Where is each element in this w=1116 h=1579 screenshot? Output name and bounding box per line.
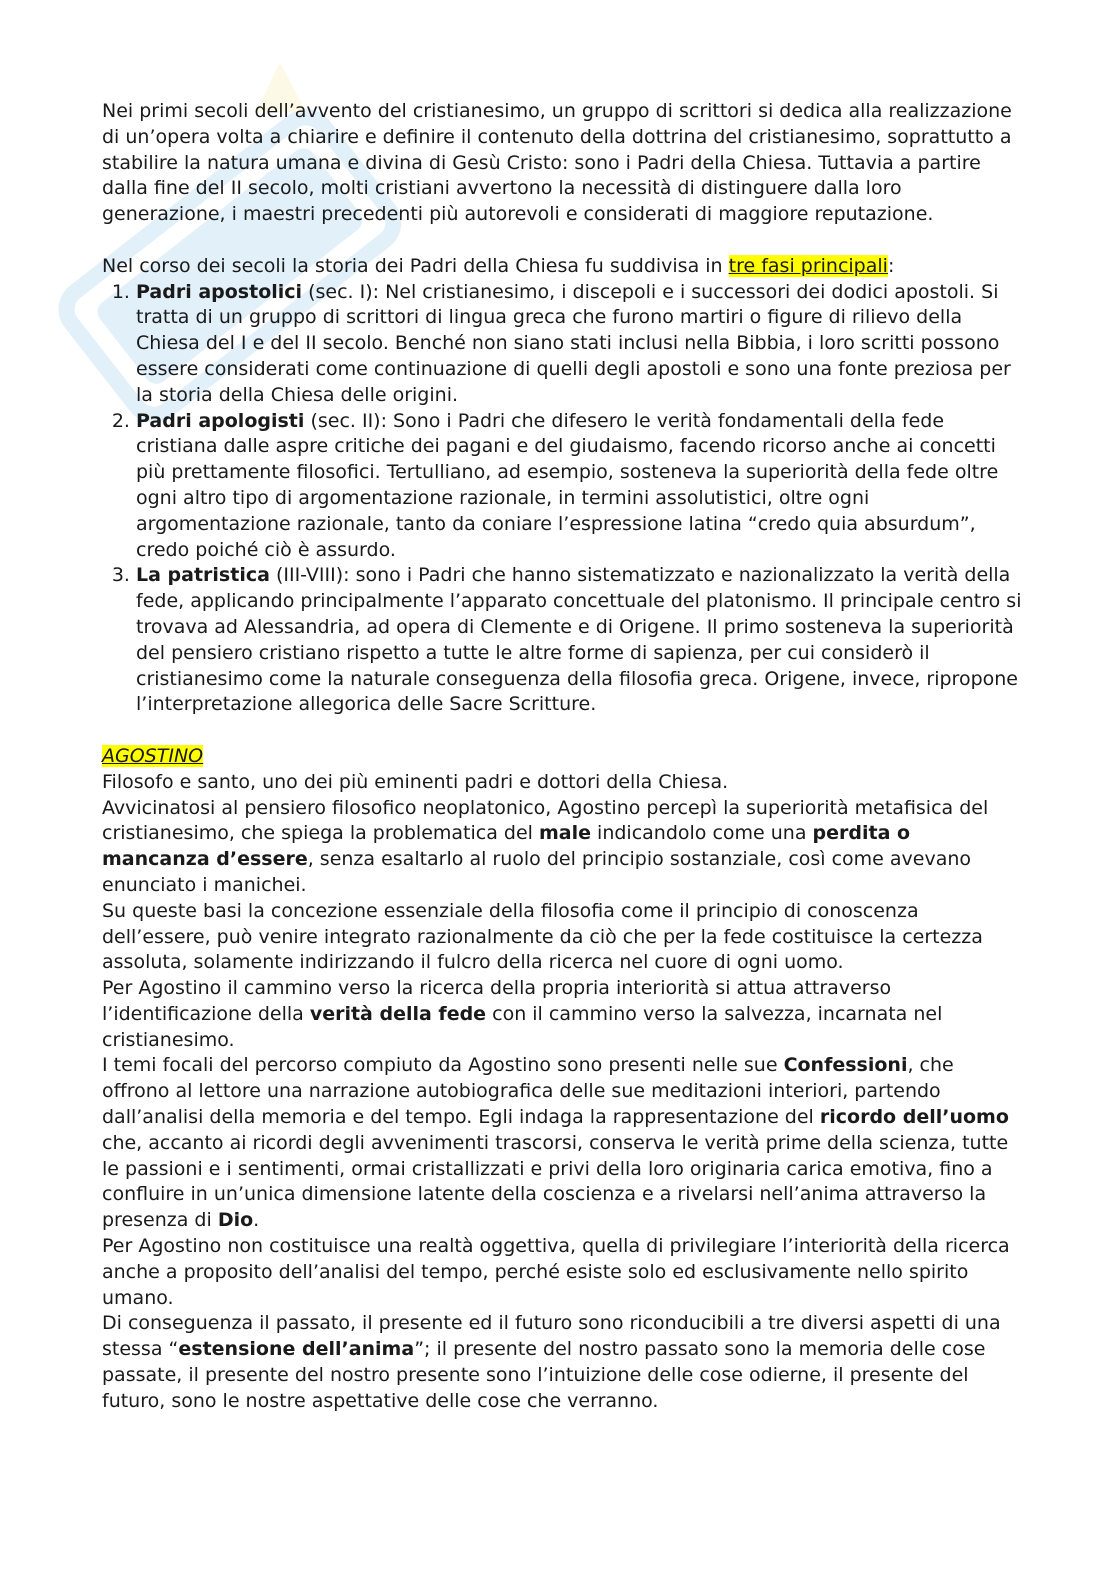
- text-run: , che offrono al lettore una narrazione autobiografica delle sue meditazioni interiori, partendo dall’analisi della memoria e del tempo. Egli indaga la rappresentazione del: [102, 1054, 954, 1129]
- phases-intro-colon: :: [887, 254, 895, 277]
- agostino-paragraph: [102, 976, 1022, 1053]
- phases-intro-text: Nel corso dei secoli la storia dei Padri della Chiesa fu suddivisa in: [102, 254, 729, 277]
- text-run: Di conseguenza il passato, il presente ed il futuro sono riconducibili a tre diversi aspetti di una stessa “: [102, 1312, 1001, 1361]
- section-heading-agostino: [102, 744, 1022, 770]
- agostino-heading: AGOSTINO: [102, 744, 204, 767]
- list-item: [136, 563, 1022, 718]
- bold-term: male: [538, 822, 591, 845]
- list-item: [136, 280, 1022, 409]
- phase-title: La patristica: [136, 564, 270, 587]
- bold-term: verità della fede: [309, 1002, 487, 1025]
- phase-text: (sec. I): Nel cristianesimo, i discepoli e i successori dei dodici apostoli. Si tratta di un gruppo di scrittori di lingua greca che furono martiri o figure di rilievo della Chiesa del I e del II secolo. Benché non siano stati inclusi nella Bibbia, i loro scritti possono essere considerati come continuazione di quelli degli apostoli e sono una fonte preziosa per la storia della Chiesa delle origini.: [136, 280, 1011, 406]
- phase-text: (sec. II): Sono i Padri che difesero le verità fondamentali della fede cristiana dalle aspre critiche dei pagani e del giudaismo, facendo ricorso anche ai concetti più prettamente filosofici. Tertulliano, ad esempio, sosteneva la superiorità della fede oltre ogni altro tipo di argomentazione razionale, in termini assolutistici, oltre ogni argomentazione razionale, tanto da coniare l’espressione latina “credo quia absurdum”, credo poiché ciò è assurdo.: [136, 409, 999, 561]
- phase-text: (III-VIII): sono i Padri che hanno sistematizzato e nazionalizzato la verità della fede, applicando principalmente l’apparato concettuale del platonismo. Il principale centro si trovava ad Alessandria, ad opera di Clemente e di Origene. Il primo sosteneva la superiorità del pensiero cristiano rispetto a tutte le altre forme di sapienza, per cui considerò il cristianesimo come la naturale conseguenza della filosofia greca. Origene, invece, ripropone l’interpretazione allegorica delle Sacre Scritture.: [136, 564, 1022, 716]
- list-item: [136, 409, 1022, 564]
- agostino-paragraph: Per Agostino non costituisce una realtà oggettiva, quella di privilegiare l’interiorità della ricerca anche a proposito dell’analisi del tempo, perché esiste solo ed esclusivamente nello spirito umano.: [102, 1235, 1010, 1309]
- bold-term: estensione dell’anima: [178, 1338, 415, 1361]
- agostino-paragraph: Filosofo e santo, uno dei più eminenti padri e dottori della Chiesa.: [102, 770, 729, 793]
- text-run: Avvicinatosi al pensiero filosofico neoplatonico, Agostino percepì la superiorità metafisica del cristianesimo, che spiega la problematica del: [102, 796, 989, 845]
- phase-title: Padri apologisti: [136, 409, 305, 432]
- text-run: con il cammino verso la salvezza, incarnata nel cristianesimo.: [102, 1002, 943, 1051]
- bold-term: Confessioni: [783, 1054, 908, 1077]
- text-run: indicandolo come una: [591, 822, 813, 845]
- agostino-paragraph: Su queste basi la concezione essenziale della filosofia come il principio di conoscenza dell’essere, può venire integrato razionalmente da ciò che per la fede costituisce la certezza assoluta, solamente indirizzando il fulcro della ricerca nel cuore di ogni uomo.: [102, 899, 983, 974]
- text-run: Per Agostino il cammino verso la ricerca della propria interiorità si attua attraverso l’identificazione della: [102, 977, 892, 1025]
- text-run: che, accanto ai ricordi degli avvenimenti trascorsi, conserva le verità prime della scienza, tutte le passioni e i sentimenti, ormai cristallizzati e privi della loro originaria carica emotiva, fino a confluire in un’unica dimensione latente della coscienza e a rivelarsi nell’anima attraverso la presenza di: [102, 1131, 1009, 1232]
- phases-intro: [102, 254, 1022, 280]
- text-run: I temi focali del percorso compiuto da Agostino sono presenti nelle sue: [102, 1054, 784, 1077]
- document-body: [102, 99, 1022, 1415]
- text-run: .: [253, 1209, 260, 1232]
- phases-list: [102, 280, 1022, 719]
- text-run: ”; il presente del nostro passato sono la memoria delle cose passate, il presente del nostro presente sono l’intuizione delle cose odierne, il presente del futuro, sono le nostre aspettative delle cose che verranno.: [102, 1338, 986, 1412]
- agostino-paragraph: [102, 1311, 1022, 1414]
- text-run: , senza esaltarlo al ruolo del principio sostanziale, così come avevano enunciato i manichei.: [102, 848, 972, 896]
- bold-term: ricordo dell’uomo: [819, 1106, 1009, 1129]
- phases-highlight: tre fasi principali: [728, 254, 888, 277]
- bold-term: perdita o mancanza d’essere: [102, 822, 911, 871]
- bold-term: Dio: [217, 1209, 254, 1232]
- agostino-paragraph: [102, 796, 1022, 899]
- agostino-paragraph: [102, 1053, 1022, 1234]
- phase-title: Padri apostolici: [136, 280, 303, 303]
- intro-paragraph: Nei primi secoli dell’avvento del cristianesimo, un gruppo di scrittori si dedica alla realizzazione di un’opera volta a chiarire e definire il contenuto della dottrina del cristianesimo, soprattutto a stabilire la natura umana e divina di Gesù Cristo: sono i Padri della Chiesa. Tuttavia a partire dalla fine del II secolo, molti cristiani avvertono la necessità di distinguere dalla loro generazione, i maestri precedenti più autorevoli e considerati di maggiore reputazione.: [102, 100, 1012, 226]
